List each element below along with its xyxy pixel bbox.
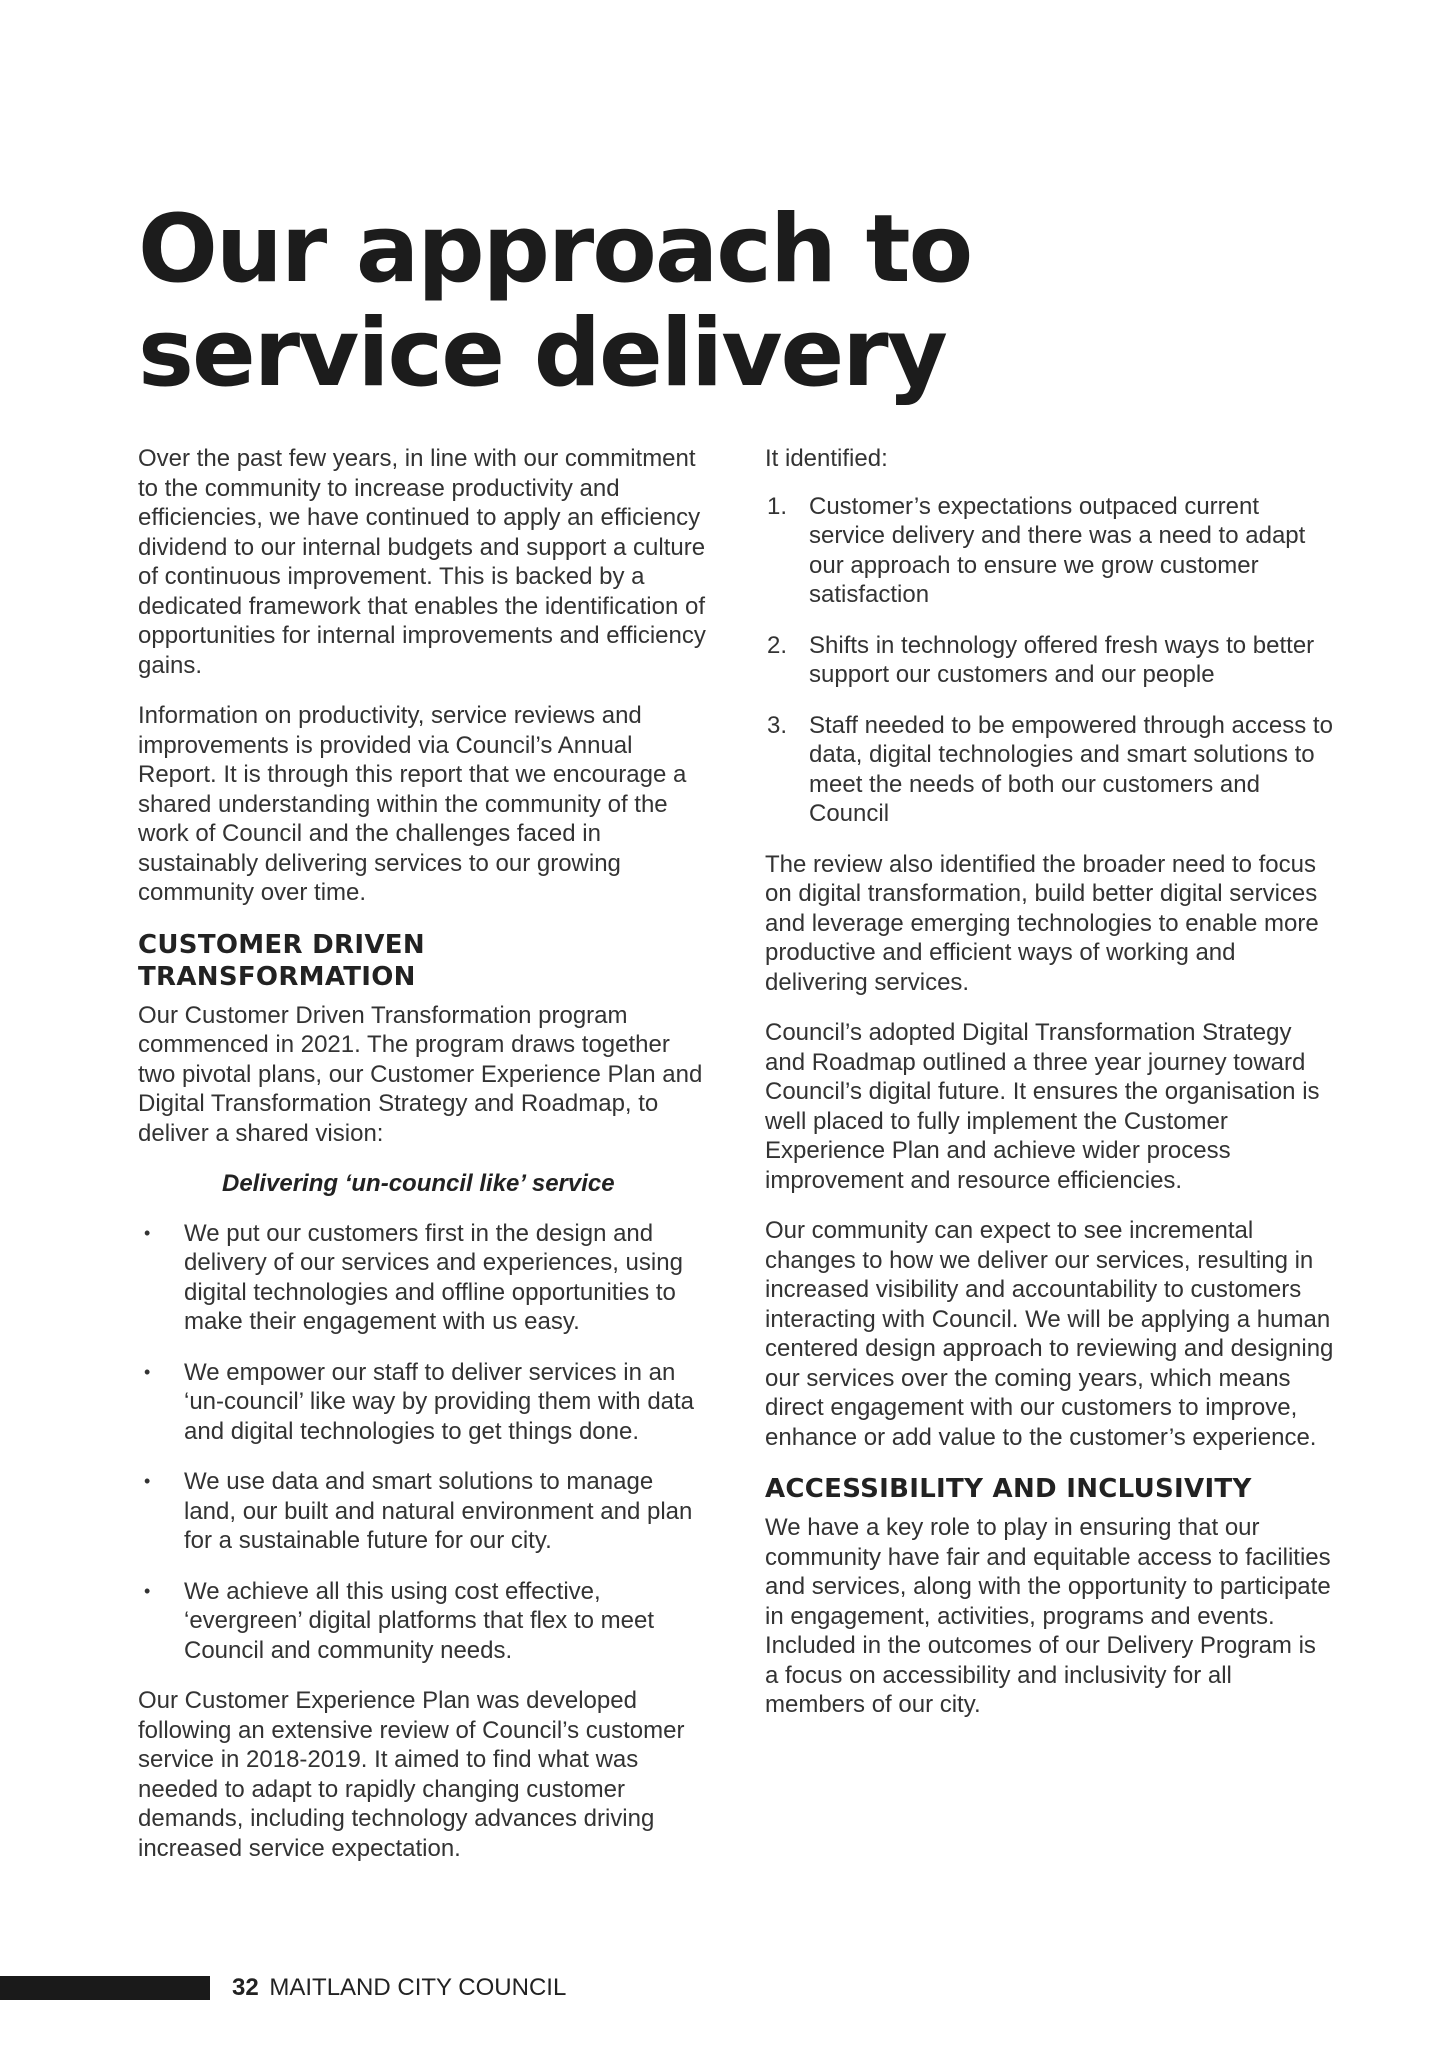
list-item-text: We put our customers first in the design and delivery of our services and experiences, using digital technologies and offline opportunities to make their engagement with us easy.	[184, 1219, 683, 1335]
strategy-roadmap-paragraph: Council’s adopted Digital Transformation Strategy and Roadmap outlined a three year journey toward Council’s digital future. It ensures the organisation is well placed to fully implement the Customer Experience Plan and achieve wider process improvement and resource efficiencies.	[765, 1019, 1320, 1194]
list-item-text: Staff needed to be empowered through access to data, digital technologies and smart solutions to meet the needs of both our customers and Council	[809, 711, 1333, 827]
page-footer	[232, 1974, 566, 2002]
page-title: Our approach to service delivery	[138, 195, 972, 408]
bullet-icon: •	[144, 1471, 151, 1491]
section-heading-accessibility-inclusivity: ACCESSIBILITY AND INCLUSIVITY	[765, 1474, 1252, 1504]
list-item-text: Shifts in technology offered fresh ways to better support our customers and our people	[809, 631, 1315, 688]
list-number: 3.	[767, 711, 788, 739]
right-column	[765, 444, 1335, 1741]
page-number: 32	[232, 1974, 259, 2001]
list-item-text: We use data and smart solutions to manage land, our built and natural environment and plan for a sustainable future for our city.	[184, 1468, 693, 1554]
footer-bar	[0, 1976, 210, 2000]
accessibility-paragraph: We have a key role to play in ensuring that our community have fair and equitable access to facilities and services, along with the opportunity to participate in engagement, activities, programs and events. Included in the outcomes of our Delivery Program is a focus on accessibility and inclusivity for all members of our city.	[765, 1514, 1331, 1718]
left-column	[138, 444, 706, 1884]
identified-intro: It identified:	[765, 445, 888, 472]
list-item	[138, 1219, 706, 1337]
program-paragraph: Our Customer Driven Transformation program commenced in 2021. The program draws together two pivotal plans, our Customer Experience Plan and Digital Transformation Strategy and Roadmap, to deliver a shared vision:	[138, 1001, 703, 1147]
vision-bullet-list	[138, 1219, 706, 1666]
findings-numbered-list	[765, 492, 1335, 829]
bullet-icon: •	[144, 1222, 151, 1243]
bullet-icon: •	[144, 1580, 151, 1601]
digital-transformation-need-paragraph: The review also identified the broader need to focus on digital transformation, build better digital services and leverage emerging technologies to enable more productive and efficient ways of working and delivering services.	[765, 850, 1319, 996]
list-number: 2.	[767, 631, 788, 659]
footer-organisation: MAITLAND CITY COUNCIL	[269, 1974, 567, 2001]
list-item	[138, 1467, 706, 1556]
customer-experience-plan-paragraph: Our Customer Experience Plan was developed following an extensive review of Council’s customer service in 2018-2019. It aimed to find what was needed to adapt to rapidly changing customer demands, including technology advances driving increased service expectation.	[138, 1687, 685, 1862]
annual-report-paragraph: Information on productivity, service reviews and improvements is provided via Council’s Annual Report. It is through this report that we encourage a shared understanding within the community of the work of Council and the challenges faced in sustainably delivering services to our growing community over time.	[138, 702, 687, 906]
section-heading-customer-driven-transformation: CUSTOMER DRIVEN TRANSFORMATION	[138, 929, 425, 992]
list-item-text: We empower our staff to deliver services in an ‘un-council’ like way by providing them with data and digital technologies to get things done.	[184, 1358, 695, 1445]
vision-tagline: Delivering ‘un-council like’ service	[222, 1170, 615, 1197]
list-number: 1.	[767, 492, 788, 520]
list-item	[765, 711, 1335, 829]
list-item-text: Customer’s expectations outpaced current service delivery and there was a need to adapt our approach to ensure we grow customer satisfaction	[809, 492, 1306, 608]
community-expectation-paragraph: Our community can expect to see incremental changes to how we deliver our services, resulting in increased visibility and accountability to customers interacting with Council. We will be applying a human centered design approach to reviewing and designing our services over the coming years, which means direct engagement with our customers to improve, enhance or add value to the customer’s experience.	[765, 1217, 1334, 1451]
list-item	[138, 1577, 706, 1666]
bullet-icon: •	[144, 1361, 151, 1382]
list-item	[765, 492, 1335, 610]
list-item	[138, 1358, 706, 1447]
list-item	[765, 631, 1335, 690]
list-item-text: We achieve all this using cost effective, ‘evergreen’ digital platforms that flex to meet Council and community needs.	[184, 1577, 655, 1664]
intro-paragraph: Over the past few years, in line with our commitment to the community to increase productivity and efficiencies, we have continued to apply an efficiency dividend to our internal budgets and support a culture of continuous improvement. This is backed by a dedicated framework that enables the identification of opportunities for internal improvements and efficiency gains.	[138, 445, 706, 679]
